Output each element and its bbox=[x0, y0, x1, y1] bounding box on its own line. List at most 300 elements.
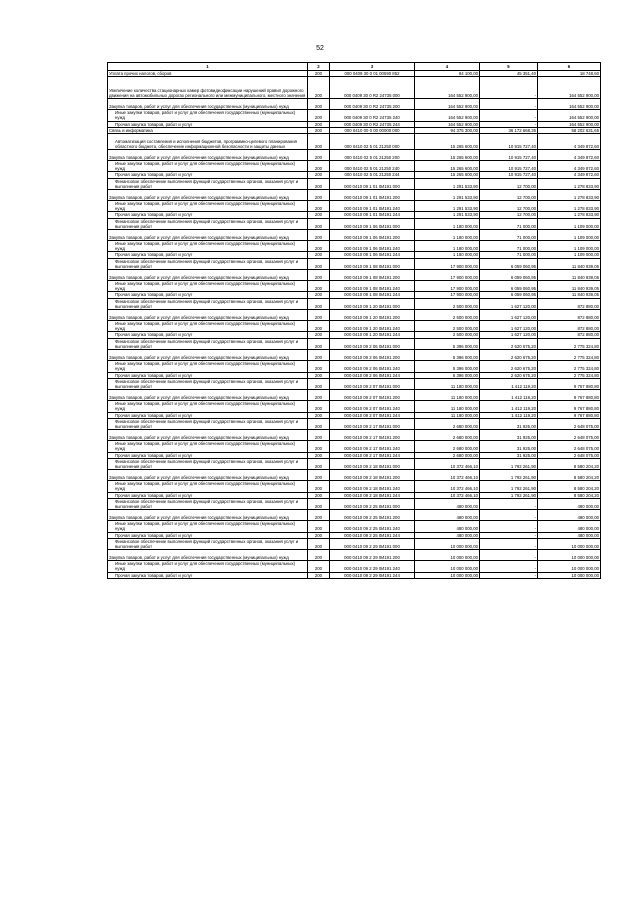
cell-unexecuted-amount: 872 880,00 bbox=[538, 298, 601, 309]
column-header: 5 bbox=[480, 63, 538, 71]
cell-approved-amount: 1 180 000,00 bbox=[415, 230, 480, 241]
table-row bbox=[108, 332, 601, 338]
cell-unexecuted-amount: 11 840 939,05 bbox=[538, 258, 601, 269]
cell-executed-amount: 2 620 675,20 bbox=[480, 338, 538, 349]
cell-executed-amount: 1 792 261,90 bbox=[480, 470, 538, 481]
cell-line-code: 200 bbox=[308, 121, 330, 127]
cell-approved-amount: 84 100,00 bbox=[415, 71, 480, 77]
cell-executed-amount: - bbox=[480, 550, 538, 561]
cell-approved-amount: 2 680 000,00 bbox=[415, 441, 480, 452]
cell-unexecuted-amount: 11 840 939,05 bbox=[538, 292, 601, 298]
cell-line-code: 200 bbox=[308, 110, 330, 121]
table-row bbox=[108, 172, 601, 178]
table-row bbox=[108, 338, 601, 349]
cell-name: Иные закупки товаров, работ и услуг для обеспечения государственных (муниципальных) нужд bbox=[108, 521, 308, 532]
cell-name: Прочая закупка товаров, работ и услуг bbox=[108, 532, 308, 538]
cell-executed-amount: 71 000,00 bbox=[480, 230, 538, 241]
cell-name: Прочая закупка товаров, работ и услуг bbox=[108, 292, 308, 298]
cell-line-code: 200 bbox=[308, 178, 330, 189]
cell-classification-code: 000 0410 09 2 07 0И191 244 bbox=[330, 412, 415, 418]
table-header-row bbox=[108, 63, 601, 71]
cell-line-code: 200 bbox=[308, 521, 330, 532]
cell-executed-amount: 12 700,00 bbox=[480, 201, 538, 212]
cell-classification-code: 000 0410 09 2 25 0И191 244 bbox=[330, 532, 415, 538]
cell-classification-code: 000 0410 09 2 29 0И191 200 bbox=[330, 550, 415, 561]
table-row bbox=[108, 150, 601, 161]
cell-name: Закупка товаров, работ и услуг для обеспечения государственных (муниципальных) нужд bbox=[108, 230, 308, 241]
cell-name: Автоматизация составления и исполнения бюджетов, программно-целевого планирования областного бюджета, обеспечение информационной безопасности и защиты данных bbox=[108, 134, 308, 150]
cell-executed-amount: 1 792 261,90 bbox=[480, 492, 538, 498]
cell-name: Закупка товаров, работ и услуг для обеспечения государственных (муниципальных) нужд bbox=[108, 99, 308, 110]
cell-line-code: 200 bbox=[308, 71, 330, 77]
cell-executed-amount: 10 915 727,40 bbox=[480, 172, 538, 178]
cell-name: Прочая закупка товаров, работ и услуг bbox=[108, 412, 308, 418]
cell-line-code: 200 bbox=[308, 372, 330, 378]
cell-unexecuted-amount: 164 552 900,00 bbox=[538, 110, 601, 121]
cell-classification-code: 000 0410 09 2 18 0И191 240 bbox=[330, 481, 415, 492]
cell-approved-amount: 15 265 600,00 bbox=[415, 134, 480, 150]
cell-executed-amount: 2 620 675,20 bbox=[480, 361, 538, 372]
cell-unexecuted-amount: 4 349 872,60 bbox=[538, 150, 601, 161]
cell-unexecuted-amount: 1 278 833,90 bbox=[538, 190, 601, 201]
column-header: 1 bbox=[108, 63, 308, 71]
cell-unexecuted-amount: 2 775 324,80 bbox=[538, 338, 601, 349]
cell-line-code: 200 bbox=[308, 77, 330, 99]
table-row bbox=[108, 492, 601, 498]
cell-classification-code: 000 0410 09 2 06 0И191 240 bbox=[330, 361, 415, 372]
cell-approved-amount: 11 180 000,00 bbox=[415, 390, 480, 401]
cell-approved-amount: 480 000,00 bbox=[415, 498, 480, 509]
cell-classification-code: 000 0410 09 1 20 0И191 244 bbox=[330, 332, 415, 338]
cell-unexecuted-amount: 1 109 000,00 bbox=[538, 252, 601, 258]
cell-classification-code: 000 0410 09 2 07 0И191 000 bbox=[330, 378, 415, 389]
cell-unexecuted-amount: 11 840 939,05 bbox=[538, 281, 601, 292]
cell-approved-amount: 1 180 000,00 bbox=[415, 252, 480, 258]
cell-line-code: 200 bbox=[308, 338, 330, 349]
cell-executed-amount: 12 700,00 bbox=[480, 212, 538, 218]
cell-approved-amount: 2 680 000,00 bbox=[415, 418, 480, 429]
cell-executed-amount: 1 412 119,20 bbox=[480, 412, 538, 418]
cell-executed-amount: - bbox=[480, 498, 538, 509]
cell-name: Прочая закупка товаров, работ и услуг bbox=[108, 252, 308, 258]
cell-executed-amount: 12 700,00 bbox=[480, 190, 538, 201]
cell-classification-code: 000 0410 02 5 01 21250 244 bbox=[330, 172, 415, 178]
cell-name: Прочая закупка товаров, работ и услуг bbox=[108, 452, 308, 458]
table-row bbox=[108, 321, 601, 332]
cell-unexecuted-amount: 2 775 324,80 bbox=[538, 361, 601, 372]
cell-approved-amount: 480 000,00 bbox=[415, 521, 480, 532]
cell-approved-amount: 1 291 533,90 bbox=[415, 201, 480, 212]
cell-approved-amount: 2 500 000,00 bbox=[415, 321, 480, 332]
cell-unexecuted-amount: 1 109 000,00 bbox=[538, 230, 601, 241]
cell-classification-code: 000 0409 30 0 R2 24735 240 bbox=[330, 110, 415, 121]
cell-unexecuted-amount: 480 000,00 bbox=[538, 532, 601, 538]
cell-approved-amount: 164 552 900,00 bbox=[415, 121, 480, 127]
cell-executed-amount: - bbox=[480, 561, 538, 572]
cell-approved-amount: 15 265 600,00 bbox=[415, 161, 480, 172]
cell-line-code: 200 bbox=[308, 532, 330, 538]
cell-executed-amount: - bbox=[480, 99, 538, 110]
cell-line-code: 200 bbox=[308, 418, 330, 429]
cell-classification-code: 000 0410 09 1 01 0И191 200 bbox=[330, 190, 415, 201]
cell-line-code: 200 bbox=[308, 161, 330, 172]
cell-unexecuted-amount: 10 000 000,00 bbox=[538, 538, 601, 549]
page-number: 52 bbox=[316, 45, 324, 52]
cell-approved-amount: 1 180 000,00 bbox=[415, 241, 480, 252]
cell-classification-code: 000 0410 09 2 17 0И191 000 bbox=[330, 418, 415, 429]
cell-name: Иные закупки товаров, работ и услуг для обеспечения государственных (муниципальных) нужд bbox=[108, 281, 308, 292]
cell-classification-code: 000 0410 09 1 08 0И191 244 bbox=[330, 292, 415, 298]
cell-executed-amount: - bbox=[480, 110, 538, 121]
cell-line-code: 200 bbox=[308, 292, 330, 298]
cell-executed-amount: 1 627 120,00 bbox=[480, 298, 538, 309]
cell-unexecuted-amount: 2 648 075,00 bbox=[538, 452, 601, 458]
cell-name: Финансовое обеспечение выполнения функций государственных органов, оказания услуг и выполнения работ bbox=[108, 178, 308, 189]
cell-name: Прочая закупка товаров, работ и услуг bbox=[108, 172, 308, 178]
cell-classification-code: 000 0410 09 2 29 0И191 000 bbox=[330, 538, 415, 549]
cell-line-code: 200 bbox=[308, 190, 330, 201]
cell-executed-amount: 6 059 060,95 bbox=[480, 292, 538, 298]
cell-name: Иные закупки товаров, работ и услуг для обеспечения государственных (муниципальных) нужд bbox=[108, 361, 308, 372]
table-row bbox=[108, 538, 601, 549]
table-row bbox=[108, 161, 601, 172]
cell-executed-amount: 6 059 060,95 bbox=[480, 258, 538, 269]
cell-approved-amount: 1 180 000,00 bbox=[415, 218, 480, 229]
table-row bbox=[108, 218, 601, 229]
cell-approved-amount: 480 000,00 bbox=[415, 510, 480, 521]
cell-name: Финансовое обеспечение выполнения функций государственных органов, оказания услуг и выполнения работ bbox=[108, 458, 308, 469]
cell-unexecuted-amount: 11 840 939,05 bbox=[538, 270, 601, 281]
cell-classification-code: 000 0410 09 2 17 0И191 244 bbox=[330, 452, 415, 458]
table-row bbox=[108, 572, 601, 578]
cell-executed-amount: 1 412 119,20 bbox=[480, 401, 538, 412]
table-row bbox=[108, 418, 601, 429]
cell-classification-code: 000 0410 09 1 01 0И191 244 bbox=[330, 212, 415, 218]
cell-approved-amount: 2 680 000,00 bbox=[415, 430, 480, 441]
cell-classification-code: 000 0410 02 5 01 21250 000 bbox=[330, 134, 415, 150]
cell-line-code: 200 bbox=[308, 470, 330, 481]
cell-classification-code: 000 0410 09 2 18 0И191 000 bbox=[330, 458, 415, 469]
cell-line-code: 200 bbox=[308, 498, 330, 509]
cell-line-code: 200 bbox=[308, 561, 330, 572]
cell-line-code: 200 bbox=[308, 127, 330, 133]
cell-name: Прочая закупка товаров, работ и услуг bbox=[108, 332, 308, 338]
cell-unexecuted-amount: 9 767 880,80 bbox=[538, 401, 601, 412]
cell-name: Иные закупки товаров, работ и услуг для обеспечения государственных (муниципальных) нужд bbox=[108, 201, 308, 212]
cell-approved-amount: 10 000 000,00 bbox=[415, 572, 480, 578]
table-row bbox=[108, 99, 601, 110]
cell-executed-amount: - bbox=[480, 510, 538, 521]
cell-approved-amount: 5 396 000,00 bbox=[415, 338, 480, 349]
cell-name: Финансовое обеспечение выполнения функций государственных органов, оказания услуг и выполнения работ bbox=[108, 218, 308, 229]
cell-executed-amount: 31 925,00 bbox=[480, 418, 538, 429]
table-row bbox=[108, 258, 601, 269]
cell-name: Финансовое обеспечение выполнения функций государственных органов, оказания услуг и выполнения работ bbox=[108, 298, 308, 309]
cell-unexecuted-amount: 2 775 324,80 bbox=[538, 350, 601, 361]
cell-line-code: 200 bbox=[308, 281, 330, 292]
cell-approved-amount: 10 372 466,10 bbox=[415, 458, 480, 469]
cell-name: Закупка товаров, работ и услуг для обеспечения государственных (муниципальных) нужд bbox=[108, 390, 308, 401]
cell-approved-amount: 11 180 000,00 bbox=[415, 378, 480, 389]
cell-executed-amount: 71 000,00 bbox=[480, 218, 538, 229]
cell-approved-amount: 15 265 600,00 bbox=[415, 150, 480, 161]
cell-unexecuted-amount: 9 767 880,80 bbox=[538, 412, 601, 418]
cell-approved-amount: 2 680 000,00 bbox=[415, 452, 480, 458]
cell-executed-amount: 10 915 727,40 bbox=[480, 134, 538, 150]
cell-unexecuted-amount: 2 648 075,00 bbox=[538, 418, 601, 429]
cell-classification-code: 000 0410 09 1 20 0И191 200 bbox=[330, 310, 415, 321]
cell-unexecuted-amount: 872 880,00 bbox=[538, 321, 601, 332]
cell-name: Прочая закупка товаров, работ и услуг bbox=[108, 492, 308, 498]
cell-classification-code: 000 0410 09 2 17 0И191 200 bbox=[330, 430, 415, 441]
cell-line-code: 200 bbox=[308, 201, 330, 212]
cell-line-code: 200 bbox=[308, 481, 330, 492]
cell-name: Прочая закупка товаров, работ и услуг bbox=[108, 572, 308, 578]
cell-name: Закупка товаров, работ и услуг для обеспечения государственных (муниципальных) нужд bbox=[108, 550, 308, 561]
cell-unexecuted-amount: 1 278 833,90 bbox=[538, 212, 601, 218]
cell-name: Иные закупки товаров, работ и услуг для обеспечения государственных (муниципальных) нужд bbox=[108, 561, 308, 572]
cell-unexecuted-amount: 480 000,00 bbox=[538, 510, 601, 521]
cell-unexecuted-amount: 2 648 075,00 bbox=[538, 430, 601, 441]
cell-executed-amount: 31 925,00 bbox=[480, 430, 538, 441]
cell-classification-code: 000 0410 09 1 06 0И191 200 bbox=[330, 230, 415, 241]
cell-name: Иные закупки товаров, работ и услуг для обеспечения государственных (муниципальных) нужд bbox=[108, 481, 308, 492]
table-row bbox=[108, 390, 601, 401]
cell-line-code: 200 bbox=[308, 378, 330, 389]
cell-name: Связь и информатика bbox=[108, 127, 308, 133]
cell-approved-amount: 15 265 600,00 bbox=[415, 172, 480, 178]
cell-approved-amount: 2 500 000,00 bbox=[415, 332, 480, 338]
cell-approved-amount: 164 552 900,00 bbox=[415, 110, 480, 121]
cell-name: Финансовое обеспечение выполнения функций государственных органов, оказания услуг и выполнения работ bbox=[108, 338, 308, 349]
table-row bbox=[108, 310, 601, 321]
table-row bbox=[108, 201, 601, 212]
cell-classification-code: 000 0410 09 1 06 0И191 000 bbox=[330, 218, 415, 229]
cell-approved-amount: 10 372 466,10 bbox=[415, 481, 480, 492]
column-header: 2 bbox=[308, 63, 330, 71]
cell-unexecuted-amount: 1 278 833,90 bbox=[538, 178, 601, 189]
cell-executed-amount: 6 059 060,95 bbox=[480, 270, 538, 281]
table-row bbox=[108, 252, 601, 258]
cell-classification-code: 000 0410 09 2 25 0И191 200 bbox=[330, 510, 415, 521]
table-row bbox=[108, 561, 601, 572]
table-row bbox=[108, 110, 601, 121]
cell-classification-code: 000 0409 30 0 01 00590 852 bbox=[330, 71, 415, 77]
cell-line-code: 200 bbox=[308, 458, 330, 469]
cell-approved-amount: 164 552 900,00 bbox=[415, 77, 480, 99]
cell-approved-amount: 5 396 000,00 bbox=[415, 372, 480, 378]
cell-line-code: 200 bbox=[308, 218, 330, 229]
cell-unexecuted-amount: 872 880,00 bbox=[538, 310, 601, 321]
cell-name: Иные закупки товаров, работ и услуг для обеспечения государственных (муниципальных) нужд bbox=[108, 110, 308, 121]
cell-executed-amount: 1 792 261,90 bbox=[480, 481, 538, 492]
cell-classification-code: 000 0410 09 2 18 0И191 244 bbox=[330, 492, 415, 498]
cell-executed-amount: 1 627 120,00 bbox=[480, 332, 538, 338]
cell-unexecuted-amount: 872 880,00 bbox=[538, 332, 601, 338]
cell-line-code: 200 bbox=[308, 99, 330, 110]
cell-name: Иные закупки товаров, работ и услуг для обеспечения государственных (муниципальных) нужд bbox=[108, 161, 308, 172]
cell-line-code: 200 bbox=[308, 492, 330, 498]
cell-executed-amount: - bbox=[480, 121, 538, 127]
cell-unexecuted-amount: 1 278 833,90 bbox=[538, 201, 601, 212]
cell-line-code: 200 bbox=[308, 172, 330, 178]
cell-name: Иные закупки товаров, работ и услуг для обеспечения государственных (муниципальных) нужд bbox=[108, 321, 308, 332]
cell-classification-code: 000 0410 09 2 06 0И191 000 bbox=[330, 338, 415, 349]
cell-name: Прочая закупка товаров, работ и услуг bbox=[108, 212, 308, 218]
cell-name: Закупка товаров, работ и услуг для обеспечения государственных (муниципальных) нужд bbox=[108, 510, 308, 521]
table-body bbox=[108, 71, 601, 579]
cell-classification-code: 000 0409 30 0 R2 24735 000 bbox=[330, 77, 415, 99]
cell-name: Закупка товаров, работ и услуг для обеспечения государственных (муниципальных) нужд bbox=[108, 430, 308, 441]
cell-classification-code: 000 0409 30 0 R2 24735 200 bbox=[330, 99, 415, 110]
cell-line-code: 200 bbox=[308, 270, 330, 281]
cell-line-code: 200 bbox=[308, 212, 330, 218]
cell-approved-amount: 5 396 000,00 bbox=[415, 350, 480, 361]
cell-classification-code: 000 0410 09 1 20 0И191 000 bbox=[330, 298, 415, 309]
cell-name: Финансовое обеспечение выполнения функций государственных органов, оказания услуг и выполнения работ bbox=[108, 418, 308, 429]
cell-executed-amount: 10 915 727,40 bbox=[480, 161, 538, 172]
table-row bbox=[108, 510, 601, 521]
cell-line-code: 200 bbox=[308, 298, 330, 309]
cell-name: Финансовое обеспечение выполнения функций государственных органов, оказания услуг и выполнения работ bbox=[108, 498, 308, 509]
cell-executed-amount: 45 351,40 bbox=[480, 71, 538, 77]
column-header: 3 bbox=[330, 63, 415, 71]
cell-name: Уплата прочих налогов, сборов bbox=[108, 71, 308, 77]
cell-line-code: 200 bbox=[308, 401, 330, 412]
cell-unexecuted-amount: 8 580 204,20 bbox=[538, 458, 601, 469]
cell-executed-amount: 1 792 261,90 bbox=[480, 458, 538, 469]
cell-unexecuted-amount: 10 000 000,00 bbox=[538, 572, 601, 578]
cell-unexecuted-amount: 58 202 631,65 bbox=[538, 127, 601, 133]
table-row bbox=[108, 372, 601, 378]
cell-unexecuted-amount: 480 000,00 bbox=[538, 521, 601, 532]
cell-classification-code: 000 0410 09 2 07 0И191 240 bbox=[330, 401, 415, 412]
cell-unexecuted-amount: 4 349 872,60 bbox=[538, 134, 601, 150]
cell-line-code: 200 bbox=[308, 361, 330, 372]
cell-line-code: 200 bbox=[308, 510, 330, 521]
cell-line-code: 200 bbox=[308, 350, 330, 361]
cell-name: Закупка товаров, работ и услуг для обеспечения государственных (муниципальных) нужд bbox=[108, 350, 308, 361]
table-row bbox=[108, 190, 601, 201]
cell-classification-code: 000 0410 09 2 17 0И191 240 bbox=[330, 441, 415, 452]
cell-line-code: 200 bbox=[308, 150, 330, 161]
table-row bbox=[108, 230, 601, 241]
cell-approved-amount: 10 000 000,00 bbox=[415, 550, 480, 561]
cell-approved-amount: 480 000,00 bbox=[415, 532, 480, 538]
table-row bbox=[108, 281, 601, 292]
table-row bbox=[108, 361, 601, 372]
cell-executed-amount: 1 627 120,00 bbox=[480, 310, 538, 321]
cell-executed-amount: 10 915 727,40 bbox=[480, 150, 538, 161]
cell-line-code: 200 bbox=[308, 550, 330, 561]
column-header: 6 bbox=[538, 63, 601, 71]
cell-executed-amount: - bbox=[480, 532, 538, 538]
cell-name: Закупка товаров, работ и услуг для обеспечения государственных (муниципальных) нужд bbox=[108, 190, 308, 201]
cell-executed-amount: 1 412 119,20 bbox=[480, 378, 538, 389]
cell-unexecuted-amount: 2 775 324,80 bbox=[538, 372, 601, 378]
cell-unexecuted-amount: 8 580 204,20 bbox=[538, 492, 601, 498]
cell-unexecuted-amount: 164 552 900,00 bbox=[538, 121, 601, 127]
table-row bbox=[108, 134, 601, 150]
cell-name: Прочая закупка товаров, работ и услуг bbox=[108, 372, 308, 378]
cell-unexecuted-amount: 10 000 000,00 bbox=[538, 550, 601, 561]
cell-line-code: 200 bbox=[308, 390, 330, 401]
cell-line-code: 200 bbox=[308, 252, 330, 258]
table-row bbox=[108, 378, 601, 389]
table-row bbox=[108, 292, 601, 298]
cell-line-code: 200 bbox=[308, 230, 330, 241]
cell-approved-amount: 10 000 000,00 bbox=[415, 538, 480, 549]
cell-approved-amount: 17 900 000,00 bbox=[415, 281, 480, 292]
budget-table bbox=[107, 62, 601, 579]
cell-name: Закупка товаров, работ и услуг для обеспечения государственных (муниципальных) нужд bbox=[108, 310, 308, 321]
cell-unexecuted-amount: 9 767 880,80 bbox=[538, 390, 601, 401]
cell-approved-amount: 11 180 000,00 bbox=[415, 401, 480, 412]
cell-classification-code: 000 0410 09 1 01 0И191 000 bbox=[330, 178, 415, 189]
cell-approved-amount: 2 500 000,00 bbox=[415, 298, 480, 309]
cell-approved-amount: 17 900 000,00 bbox=[415, 270, 480, 281]
table-row bbox=[108, 458, 601, 469]
table-row bbox=[108, 212, 601, 218]
cell-classification-code: 000 0410 00 0 00 00000 000 bbox=[330, 127, 415, 133]
cell-line-code: 200 bbox=[308, 452, 330, 458]
cell-line-code: 200 bbox=[308, 412, 330, 418]
cell-line-code: 200 bbox=[308, 134, 330, 150]
table-row bbox=[108, 77, 601, 99]
cell-approved-amount: 1 291 533,90 bbox=[415, 190, 480, 201]
cell-unexecuted-amount: 1 109 000,00 bbox=[538, 241, 601, 252]
cell-name: Закупка товаров, работ и услуг для обеспечения государственных (муниципальных) нужд bbox=[108, 150, 308, 161]
cell-name: Финансовое обеспечение выполнения функций государственных органов, оказания услуг и выполнения работ bbox=[108, 258, 308, 269]
cell-unexecuted-amount: 2 648 075,00 bbox=[538, 441, 601, 452]
cell-unexecuted-amount: 4 349 872,60 bbox=[538, 161, 601, 172]
budget-table-container bbox=[107, 62, 600, 579]
cell-name: Закупка товаров, работ и услуг для обеспечения государственных (муниципальных) нужд bbox=[108, 470, 308, 481]
cell-name: Прочая закупка товаров, работ и услуг bbox=[108, 121, 308, 127]
cell-classification-code: 000 0410 09 1 20 0И191 240 bbox=[330, 321, 415, 332]
table-row bbox=[108, 481, 601, 492]
cell-approved-amount: 17 900 000,00 bbox=[415, 292, 480, 298]
cell-approved-amount: 10 372 466,10 bbox=[415, 470, 480, 481]
cell-name: Закупка товаров, работ и услуг для обеспечения государственных (муниципальных) нужд bbox=[108, 270, 308, 281]
cell-line-code: 200 bbox=[308, 572, 330, 578]
cell-classification-code: 000 0410 09 1 01 0И191 240 bbox=[330, 201, 415, 212]
table-row bbox=[108, 178, 601, 189]
cell-approved-amount: 17 900 000,00 bbox=[415, 258, 480, 269]
cell-name: Финансовое обеспечение выполнения функций государственных органов, оказания услуг и выполнения работ bbox=[108, 378, 308, 389]
cell-executed-amount: 1 412 119,20 bbox=[480, 390, 538, 401]
cell-classification-code: 000 0410 09 2 07 0И191 200 bbox=[330, 390, 415, 401]
cell-unexecuted-amount: 164 552 900,00 bbox=[538, 99, 601, 110]
cell-approved-amount: 1 291 533,90 bbox=[415, 178, 480, 189]
cell-executed-amount: 12 700,00 bbox=[480, 178, 538, 189]
table-row bbox=[108, 298, 601, 309]
cell-executed-amount: - bbox=[480, 521, 538, 532]
cell-approved-amount: 1 291 533,90 bbox=[415, 212, 480, 218]
cell-unexecuted-amount: 9 767 880,80 bbox=[538, 378, 601, 389]
cell-unexecuted-amount: 8 580 204,20 bbox=[538, 481, 601, 492]
cell-executed-amount: 6 059 060,95 bbox=[480, 281, 538, 292]
cell-executed-amount: 2 620 675,20 bbox=[480, 350, 538, 361]
cell-executed-amount: 31 925,00 bbox=[480, 452, 538, 458]
cell-line-code: 200 bbox=[308, 538, 330, 549]
cell-executed-amount: 71 000,00 bbox=[480, 241, 538, 252]
cell-executed-amount: 1 627 120,00 bbox=[480, 321, 538, 332]
table-row bbox=[108, 270, 601, 281]
cell-executed-amount: 71 000,00 bbox=[480, 252, 538, 258]
cell-classification-code: 000 0410 09 2 06 0И191 200 bbox=[330, 350, 415, 361]
cell-name: Иные закупки товаров, работ и услуг для обеспечения государственных (муниципальных) нужд bbox=[108, 401, 308, 412]
